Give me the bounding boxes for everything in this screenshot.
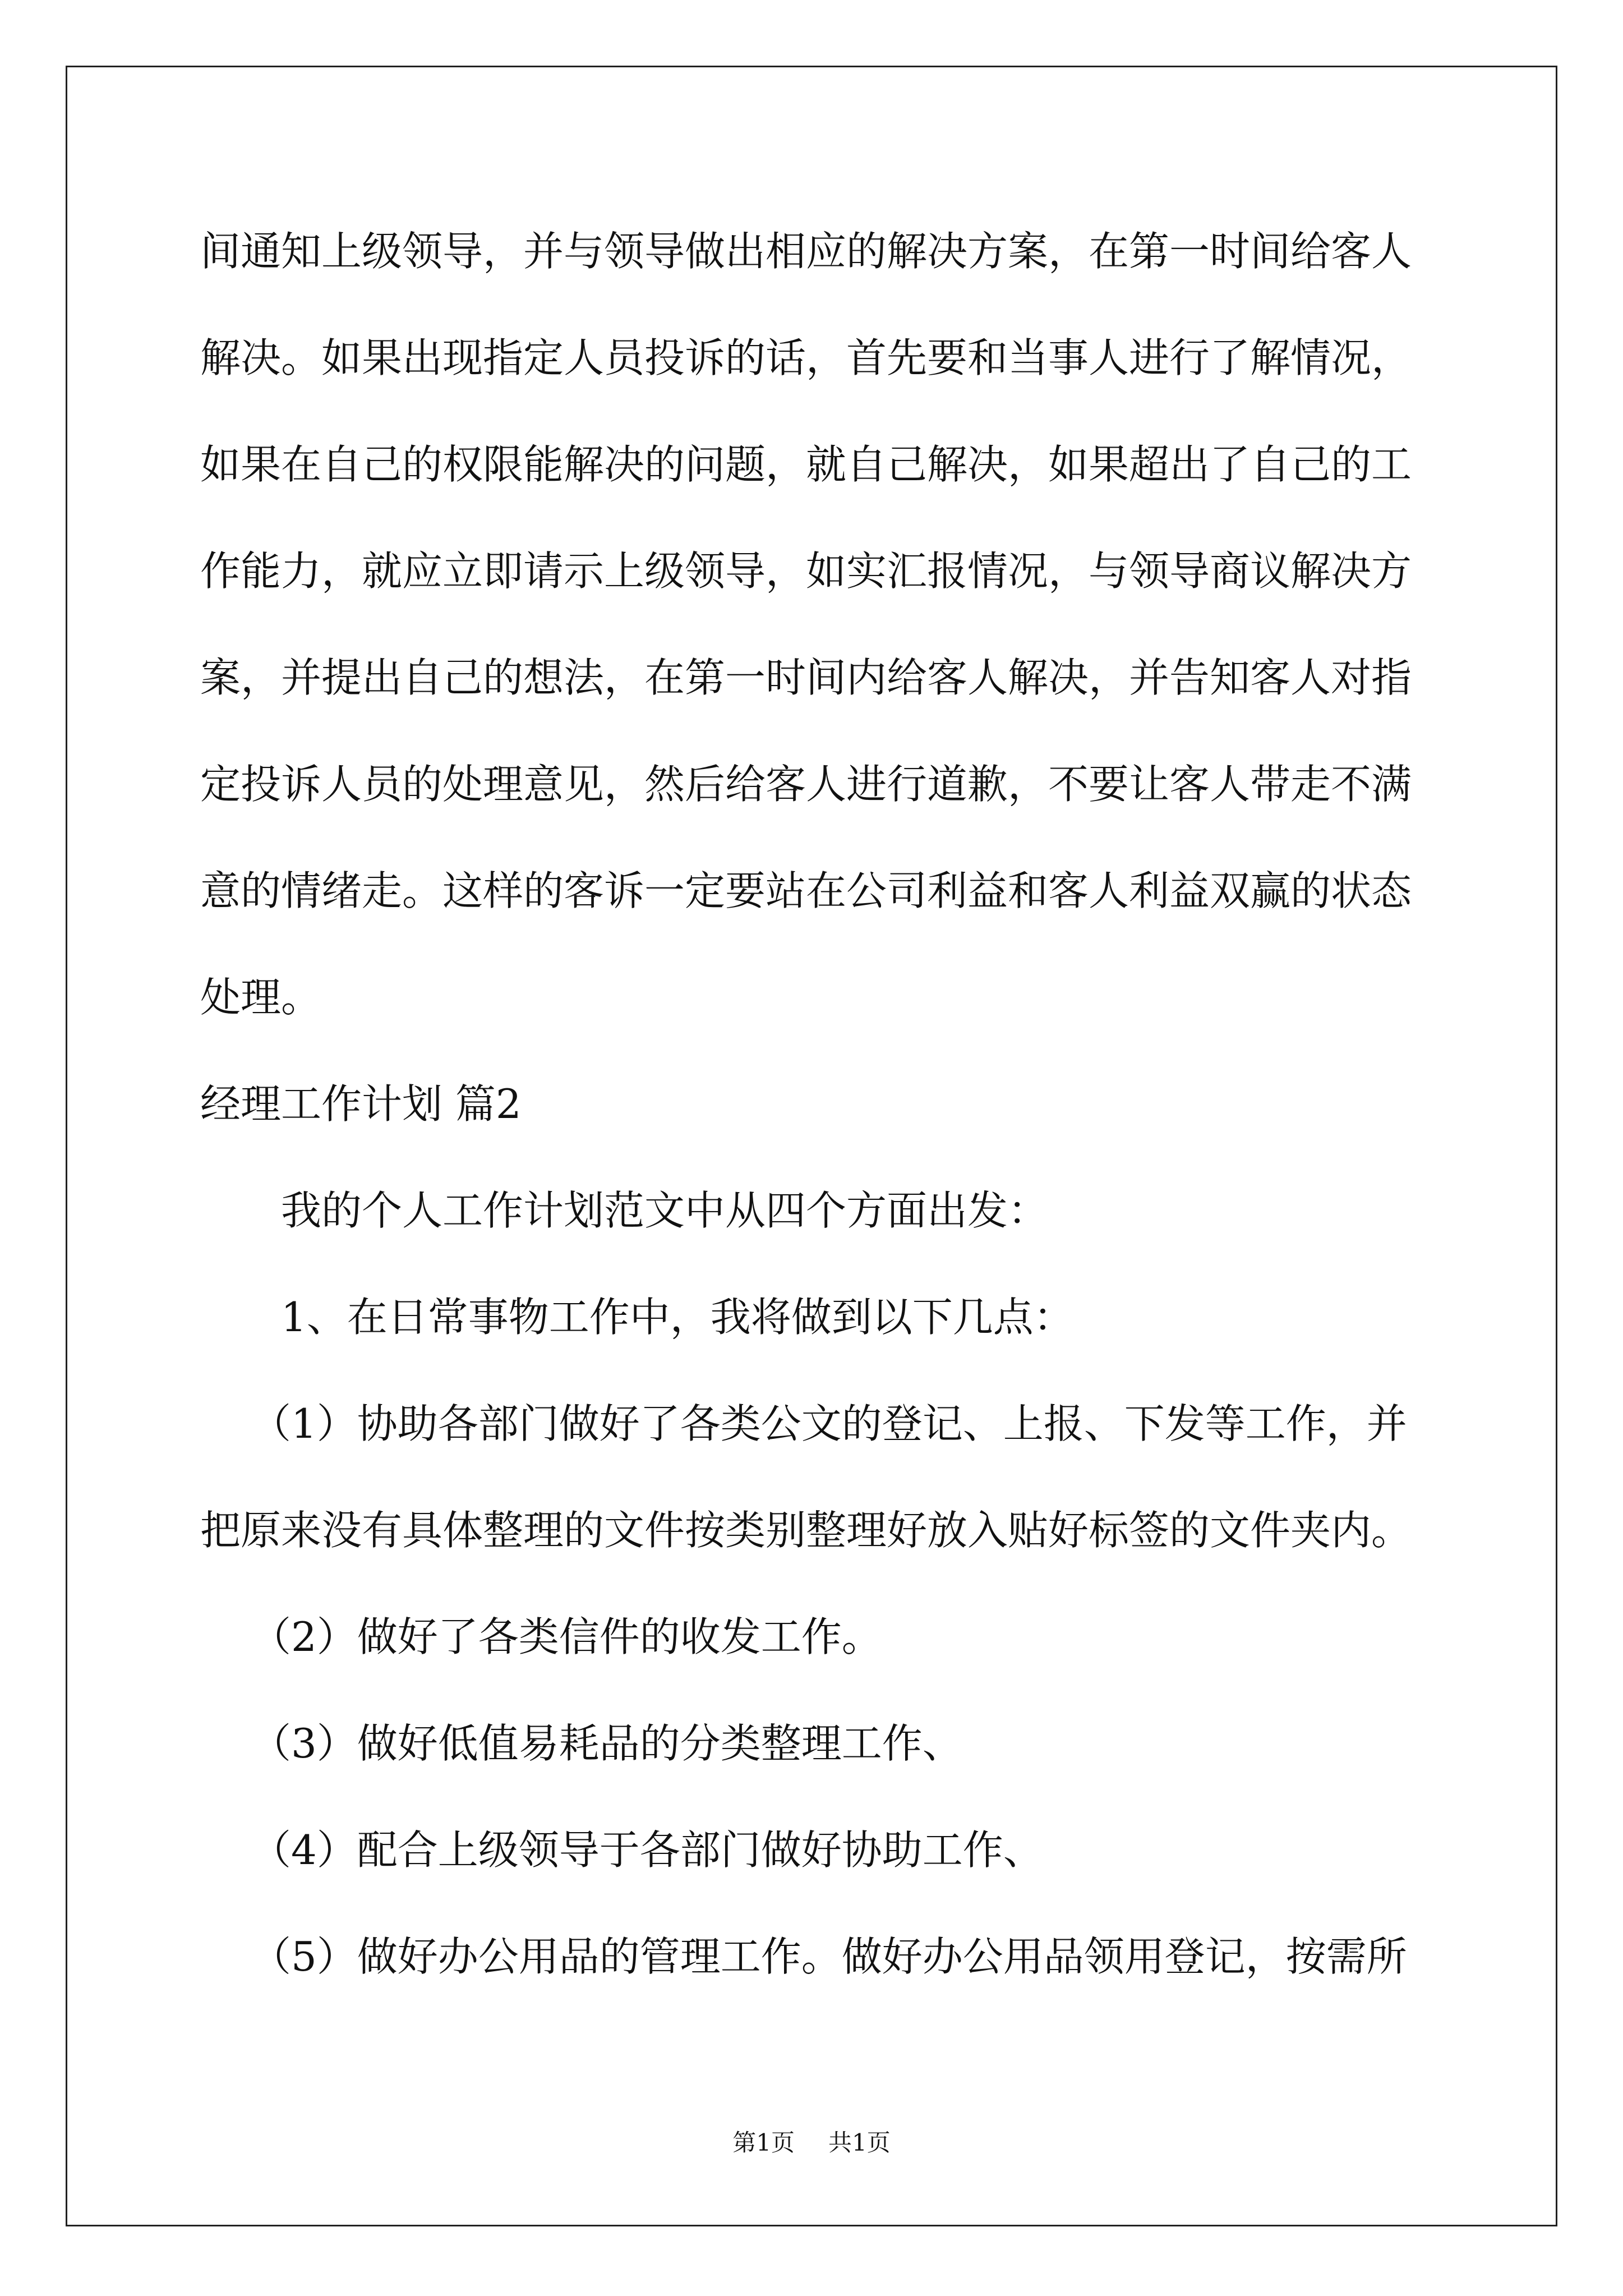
paragraph-line: 我的个人工作计划范文中从四个方面出发： — [281, 1187, 1049, 1234]
list-item: （2）做好了各类信件的收发工作。 — [251, 1613, 882, 1660]
paragraph-line: 解决。如果出现指定人员投诉的话，首先要和当事人进行了解情况， — [200, 334, 1412, 381]
list-item: （1）协助各部门做好了各类公文的登记、上报、下发等工作，并 — [251, 1400, 1407, 1447]
paragraph-line: 定投诉人员的处理意见，然后给客人进行道歉，不要让客人带走不满 — [200, 761, 1412, 808]
paragraph-line: 间通知上级领导，并与领导做出相应的解决方案，在第一时间给客人 — [200, 228, 1412, 275]
list-heading: 1、在日常事物工作中，我将做到以下几点： — [281, 1294, 1074, 1341]
paragraph-line: 处理。 — [200, 974, 322, 1021]
paragraph-line: 作能力，就应立即请示上级领导，如实汇报情况，与领导商议解决方 — [200, 547, 1412, 595]
page-number-total: 共1页 — [828, 2129, 891, 2156]
document-body — [200, 198, 1490, 2010]
list-item-continuation: 把原来没有具体整理的文件按类别整理好放入贴好标签的文件夹内。 — [200, 1507, 1412, 1554]
paragraph-line: 如果在自己的权限能解决的问题，就自己解决，如果超出了自己的工 — [200, 441, 1412, 488]
list-item: （4）配合上级领导于各部门做好协助工作、 — [251, 1826, 1044, 1874]
section-heading: 经理工作计划 篇2 — [200, 1080, 522, 1128]
page-footer — [0, 2126, 1623, 2160]
list-item: （5）做好办公用品的管理工作。做好办公用品领用登记，按需所 — [251, 1933, 1407, 1980]
page-number-current: 第1页 — [732, 2129, 795, 2156]
paragraph-line: 案，并提出自己的想法，在第一时间内给客人解决，并告知客人对指 — [200, 654, 1412, 701]
list-item: （3）做好低值易耗品的分类整理工作、 — [251, 1720, 963, 1767]
paragraph-line: 意的情绪走。这样的客诉一定要站在公司利益和客人利益双赢的状态 — [200, 867, 1412, 914]
